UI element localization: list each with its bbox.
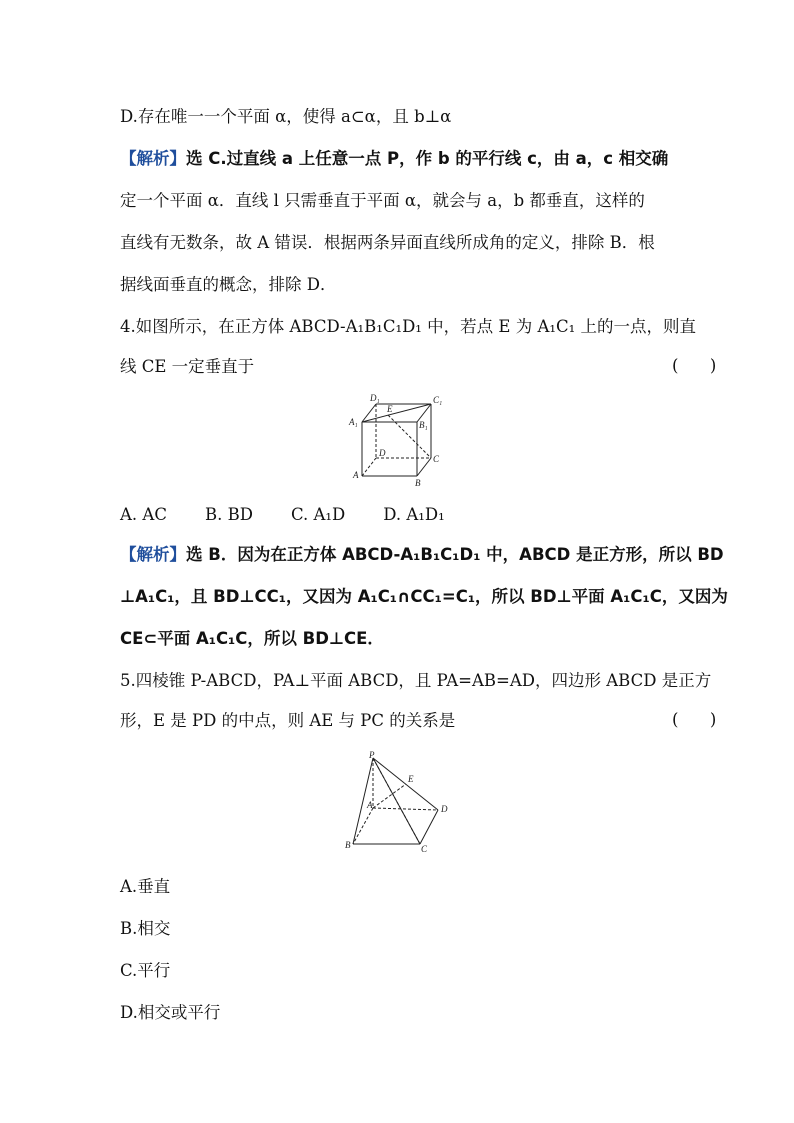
q3-analysis-line-4: 据线面垂直的概念，排除 D． <box>120 275 337 294</box>
label-B: B <box>415 478 421 488</box>
analysis-tag: 【解析】 <box>120 149 186 168</box>
label-C: C <box>421 844 428 854</box>
label-B: B <box>345 840 351 850</box>
q4-stem-line-2: 线 CE 一定垂直于 <box>120 357 255 376</box>
q4-analysis-line-2: ⊥A₁C₁，且 BD⊥CC₁，又因为 A₁C₁∩CC₁=C₁，所以 BD⊥平面 A₁C₁C，又因为 <box>120 587 728 606</box>
q4-analysis-line-3: CE⊂平面 A₁C₁C，所以 BD⊥CE． <box>120 629 384 648</box>
q5-stem-line-2: 形，E 是 PD 的中点，则 AE 与 PC 的关系是 <box>120 711 456 730</box>
q5-option-b: B.相交 <box>120 919 171 938</box>
label-D: D <box>441 804 448 814</box>
label-E: E <box>408 774 414 784</box>
label-C1: C₁ <box>433 395 443 405</box>
q4-stem-line-1: 4.如图所示，在正方体 ABCD-A₁B₁C₁D₁ 中，若点 E 为 A₁C₁ 上的一点，则直 <box>120 317 696 336</box>
q4-option-a: A. AC <box>120 505 167 524</box>
label-A: A <box>367 800 373 810</box>
q4-option-b: B. BD <box>204 505 253 524</box>
cube-figure <box>340 392 450 492</box>
q3-option-d: D.存在唯一一个平面 α，使得 a⊂α，且 b⊥α <box>120 107 452 126</box>
label-C: C <box>433 454 440 464</box>
q4-analysis-line-1 <box>120 544 724 566</box>
analysis-tag: 【解析】 <box>120 545 186 564</box>
q5-stem-line-1: 5.四棱锥 P-ABCD，PA⊥平面 ABCD，且 PA=AB=AD，四边形 ABCD 是正方 <box>120 671 712 690</box>
analysis-text: 选 B．因为在正方体 ABCD-A₁B₁C₁D₁ 中，ABCD 是正方形，所以 BD <box>186 545 724 564</box>
q3-analysis-line-3: 直线有无数条，故 A 错误．根据两条异面直线所成角的定义，排除 B．根 <box>120 233 655 252</box>
pyramid-figure <box>340 748 460 858</box>
label-A1: A₁ <box>349 417 358 427</box>
q3-analysis-line-2: 定一个平面 α．直线 l 只需垂直于平面 α，就会与 a，b 都垂直，这样的 <box>120 191 645 210</box>
q4-option-d: D. A₁D₁ <box>383 505 445 524</box>
label-P: P <box>369 750 375 760</box>
label-A: A <box>353 470 359 480</box>
q5-option-c: C.平行 <box>120 961 171 980</box>
label-D: D <box>379 448 386 458</box>
q4-answer-paren: ( ) <box>672 356 717 375</box>
q4-option-c: C. A₁D <box>290 505 346 524</box>
label-E: E <box>387 404 393 414</box>
label-D1: D₁ <box>370 393 380 403</box>
q5-option-a: A.垂直 <box>120 877 171 896</box>
analysis-text: 选 C.过直线 a 上任意一点 P，作 b 的平行线 c，由 a，c 相交确 <box>186 149 669 168</box>
label-B1: B₁ <box>419 420 428 430</box>
q4-options <box>120 504 483 526</box>
q5-option-d: D.相交或平行 <box>120 1003 221 1022</box>
q3-analysis-line-1 <box>120 148 668 170</box>
q5-answer-paren: ( ) <box>672 710 717 729</box>
